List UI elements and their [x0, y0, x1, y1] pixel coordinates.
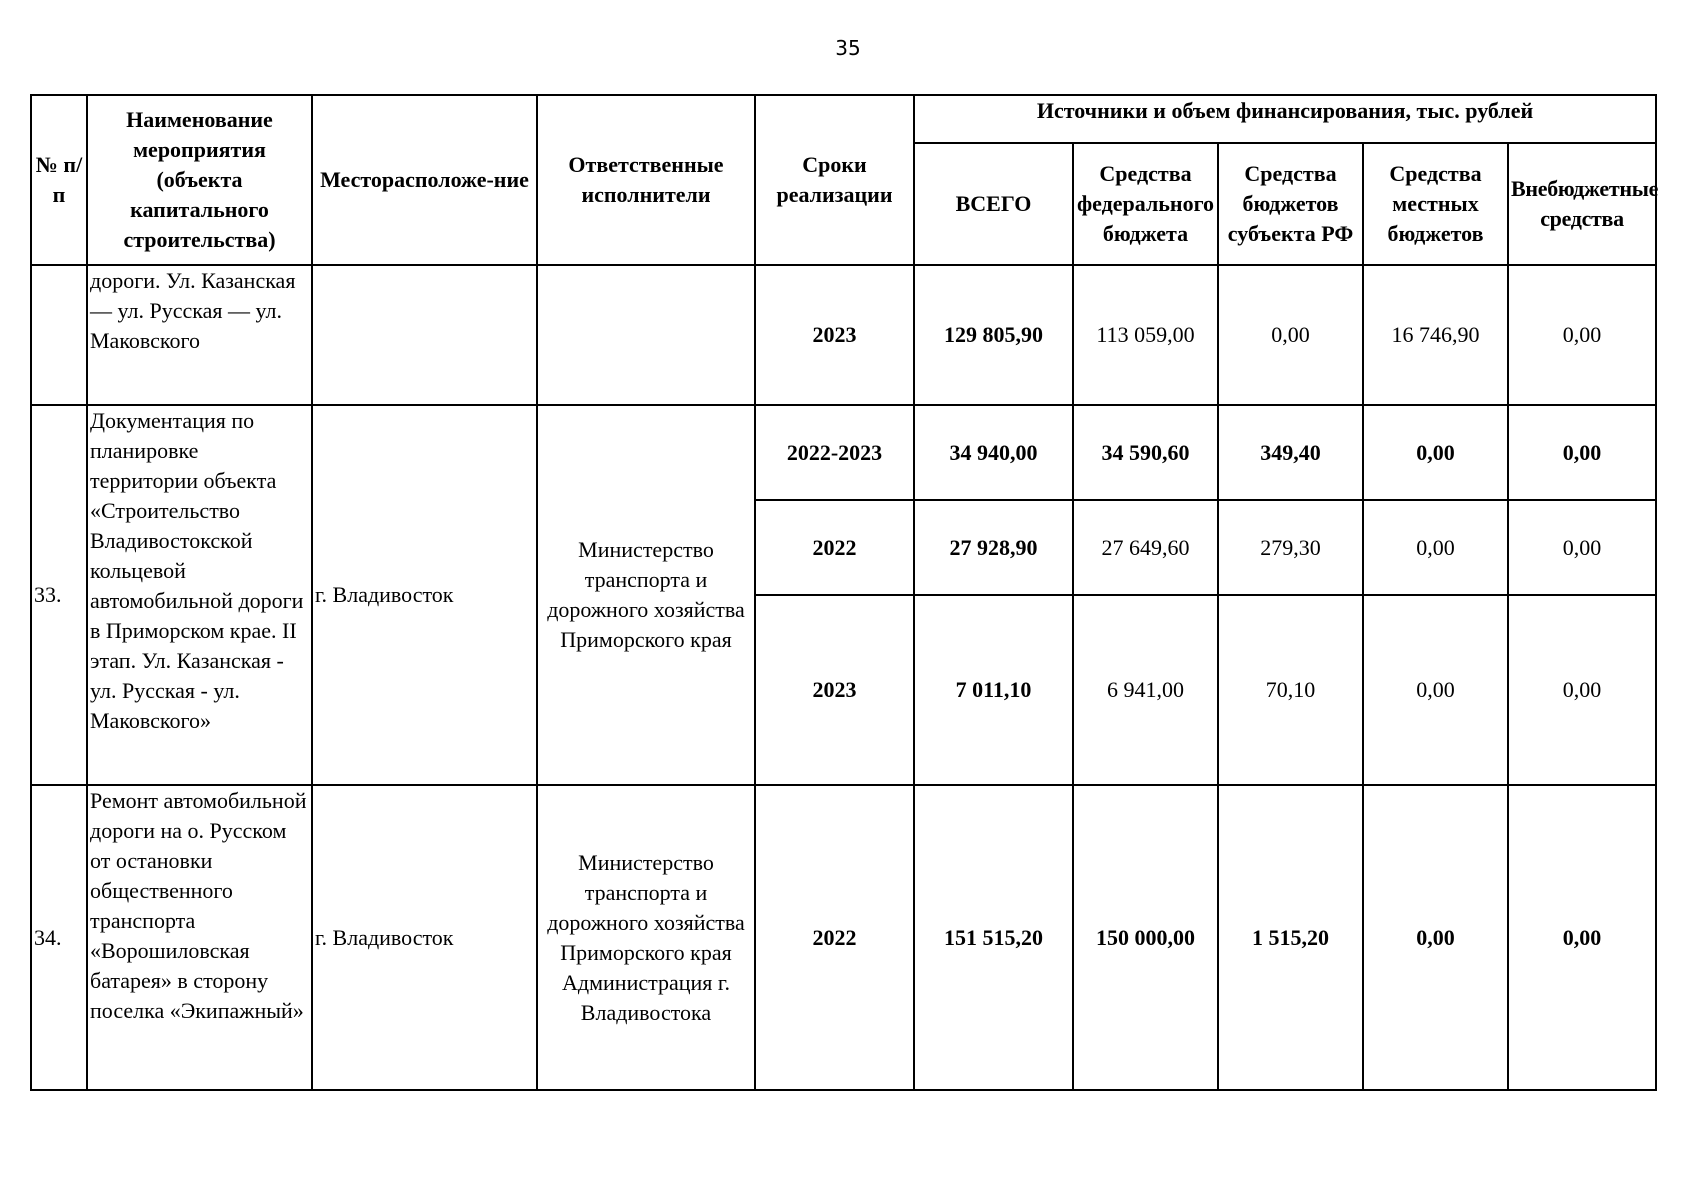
row-location: г. Владивосток — [312, 785, 537, 1090]
row-subject: 70,10 — [1218, 595, 1363, 785]
row-federal: 34 590,60 — [1073, 405, 1218, 500]
row-num: 33. — [31, 405, 87, 785]
header-location: Месторасположе-ние — [312, 95, 537, 265]
financing-table — [30, 94, 1657, 1091]
header-federal: Средства федерального бюджета — [1073, 143, 1218, 265]
row-local: 0,00 — [1363, 405, 1508, 500]
row-local: 16 746,90 — [1363, 265, 1508, 405]
row-local: 0,00 — [1363, 500, 1508, 595]
row-total: 7 011,10 — [914, 595, 1073, 785]
row-offbudget: 0,00 — [1508, 595, 1656, 785]
row-name: Ремонт автомобильной дороги на о. Русском от остановки общественного транспорта «Ворошиловская батарея» в сторону поселка «Экипажный» — [87, 785, 312, 1090]
row-term: 2023 — [755, 265, 914, 405]
row-subject: 349,40 — [1218, 405, 1363, 500]
row-federal: 113 059,00 — [1073, 265, 1218, 405]
row-subject: 0,00 — [1218, 265, 1363, 405]
row-local: 0,00 — [1363, 595, 1508, 785]
row-offbudget: 0,00 — [1508, 500, 1656, 595]
row-offbudget: 0,00 — [1508, 405, 1656, 500]
row-subject: 1 515,20 — [1218, 785, 1363, 1090]
row-subject: 279,30 — [1218, 500, 1363, 595]
row-name: Документация по планировке территории объекта «Строительство Владивостокской кольцевой автомобильной дороги в Приморском крае. II этап. Ул. Казанская - ул. Русская - ул. Маковского» — [87, 405, 312, 785]
header-total: ВСЕГО — [914, 143, 1073, 265]
header-terms: Сроки реализации — [755, 95, 914, 265]
table-header — [31, 95, 1659, 265]
row-term: 2022 — [755, 500, 914, 595]
row-term: 2023 — [755, 595, 914, 785]
row-federal: 27 649,60 — [1073, 500, 1218, 595]
table-row — [31, 785, 1656, 1090]
row-term: 2022 — [755, 785, 914, 1090]
header-num: № п/п — [31, 95, 87, 265]
row-local: 0,00 — [1363, 785, 1508, 1090]
row-total: 34 940,00 — [914, 405, 1073, 500]
page-number: 35 — [835, 36, 861, 60]
row-total: 151 515,20 — [914, 785, 1073, 1090]
table-row — [31, 265, 1656, 405]
header-offbudget: Внебюджетные средства — [1508, 143, 1656, 265]
row-num: 34. — [31, 785, 87, 1090]
header-sources: Источники и объем финансирования, тыс. рублей — [914, 95, 1656, 143]
row-federal: 6 941,00 — [1073, 595, 1218, 785]
row-num — [31, 265, 87, 405]
row-executors: Министерство транспорта и дорожного хозяйства Приморского края — [537, 405, 755, 785]
header-executors: Ответственные исполнители — [537, 95, 755, 265]
header-local: Средства местных бюджетов — [1363, 143, 1508, 265]
row-term: 2022-2023 — [755, 405, 914, 500]
row-location: г. Владивосток — [312, 405, 537, 785]
row-executors: Министерство транспорта и дорожного хозяйства Приморского края Администрация г. Владивостока — [537, 785, 755, 1090]
row-total: 129 805,90 — [914, 265, 1073, 405]
row-offbudget: 0,00 — [1508, 785, 1656, 1090]
row-total: 27 928,90 — [914, 500, 1073, 595]
row-location — [312, 265, 537, 405]
table-row — [31, 405, 1656, 500]
row-executors — [537, 265, 755, 405]
row-offbudget: 0,00 — [1508, 265, 1656, 405]
header-subject: Средства бюджетов субъекта РФ — [1218, 143, 1363, 265]
row-federal: 150 000,00 — [1073, 785, 1218, 1090]
row-name: дороги. Ул. Казанская — ул. Русская — ул. Маковского — [87, 265, 312, 405]
header-name: Наименование мероприятия (объекта капитального строительства) — [87, 95, 312, 265]
